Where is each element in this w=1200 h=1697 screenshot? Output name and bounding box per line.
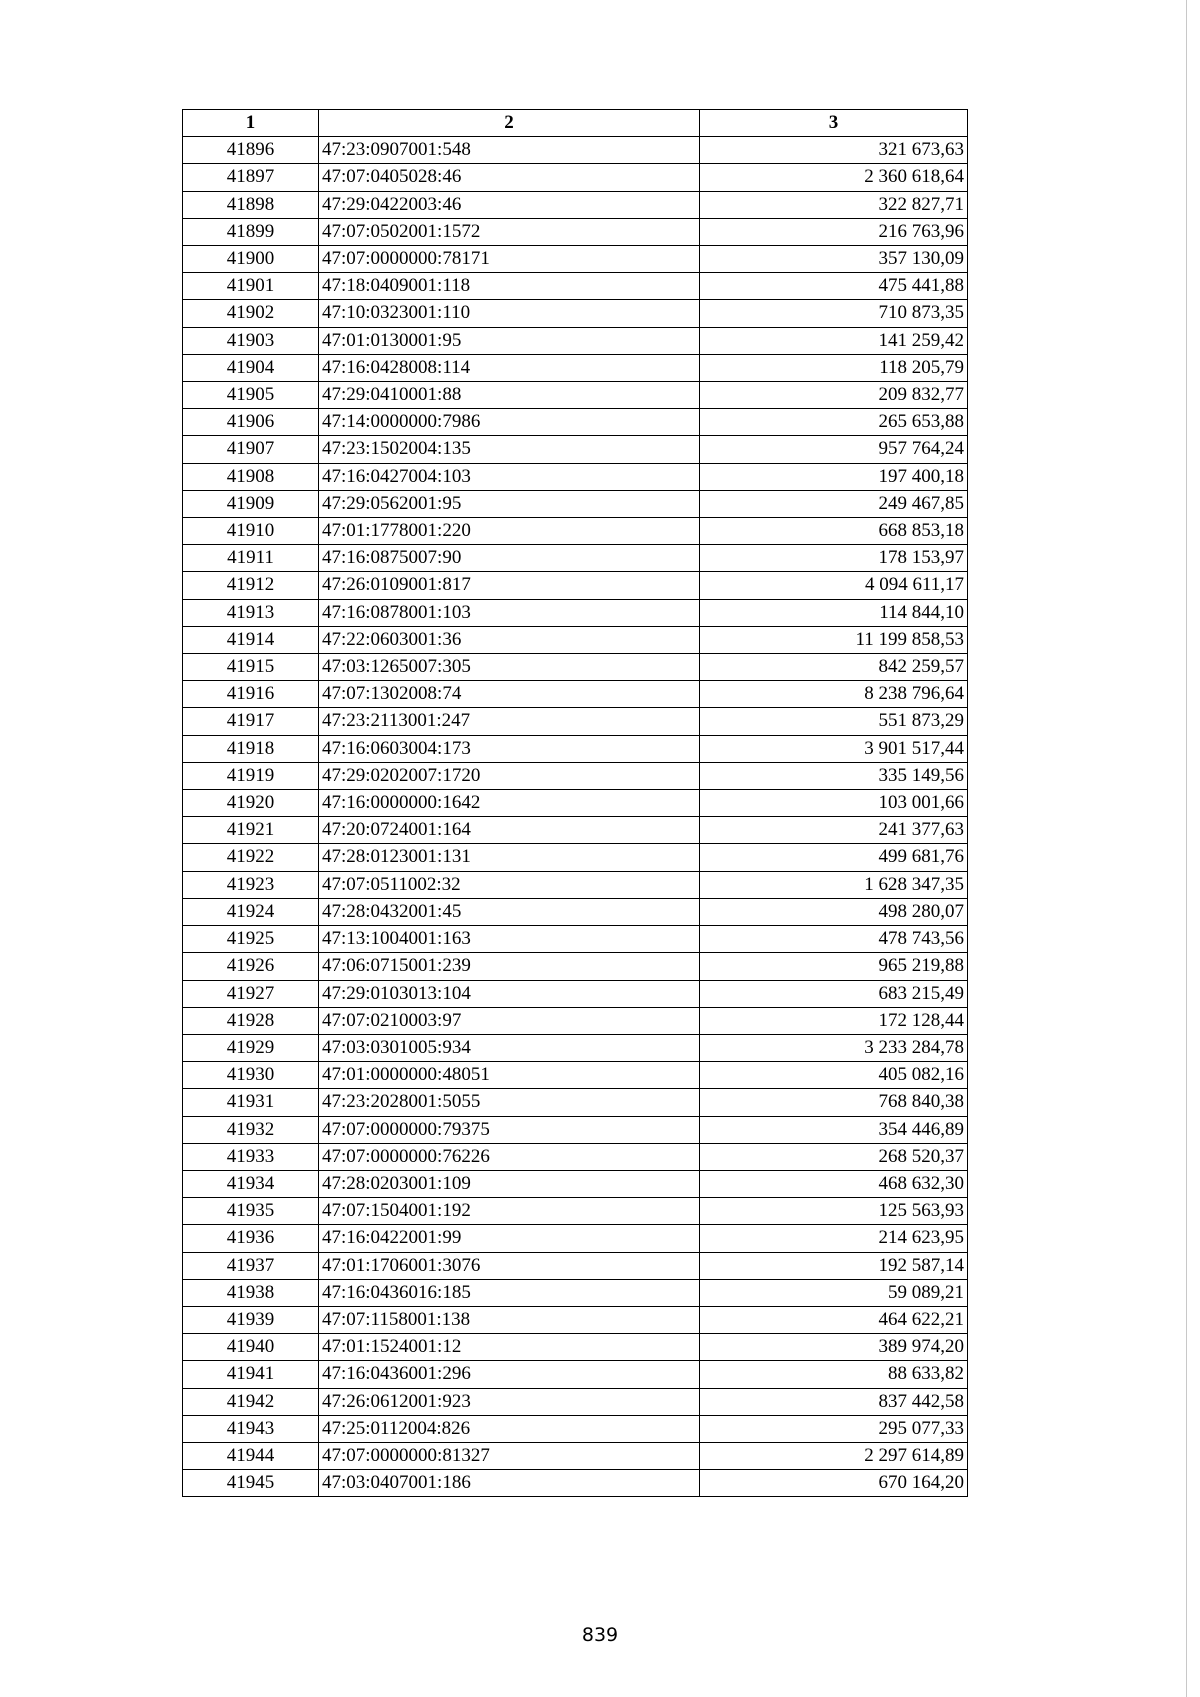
page-edge-line xyxy=(1186,0,1187,1697)
table-row xyxy=(183,1334,968,1361)
cadastral-number-cell: 47:29:0562001:95 xyxy=(319,490,700,517)
row-number-cell: 41908 xyxy=(183,463,319,490)
cadastral-number-cell: 47:16:0000000:1642 xyxy=(319,790,700,817)
cadastral-number-cell: 47:29:0202007:1720 xyxy=(319,762,700,789)
value-cell: 2 360 618,64 xyxy=(700,164,968,191)
table-row xyxy=(183,844,968,871)
row-number-cell: 41897 xyxy=(183,164,319,191)
row-number-cell: 41927 xyxy=(183,980,319,1007)
value-cell: 295 077,33 xyxy=(700,1415,968,1442)
cadastral-number-cell: 47:07:0000000:76226 xyxy=(319,1143,700,1170)
row-number-cell: 41936 xyxy=(183,1225,319,1252)
table-row xyxy=(183,708,968,735)
table-row xyxy=(183,654,968,681)
cadastral-number-cell: 47:16:0428008:114 xyxy=(319,354,700,381)
value-cell: 2 297 614,89 xyxy=(700,1442,968,1469)
table-row xyxy=(183,1143,968,1170)
table-row xyxy=(183,327,968,354)
row-number-cell: 41929 xyxy=(183,1034,319,1061)
table-row xyxy=(183,871,968,898)
value-cell: 209 832,77 xyxy=(700,382,968,409)
table-row xyxy=(183,382,968,409)
row-number-cell: 41939 xyxy=(183,1306,319,1333)
table-row xyxy=(183,218,968,245)
cadastral-number-cell: 47:01:0000000:48051 xyxy=(319,1062,700,1089)
value-cell: 710 873,35 xyxy=(700,300,968,327)
row-number-cell: 41919 xyxy=(183,762,319,789)
table-row xyxy=(183,409,968,436)
table-row xyxy=(183,1252,968,1279)
table-row xyxy=(183,463,968,490)
value-cell: 249 467,85 xyxy=(700,490,968,517)
table-row xyxy=(183,681,968,708)
cadastral-number-cell: 47:14:0000000:7986 xyxy=(319,409,700,436)
row-number-cell: 41910 xyxy=(183,518,319,545)
cadastral-number-cell: 47:01:1524001:12 xyxy=(319,1334,700,1361)
row-number-cell: 41925 xyxy=(183,926,319,953)
value-cell: 668 853,18 xyxy=(700,518,968,545)
row-number-cell: 41937 xyxy=(183,1252,319,1279)
value-cell: 499 681,76 xyxy=(700,844,968,871)
value-cell: 475 441,88 xyxy=(700,273,968,300)
value-cell: 468 632,30 xyxy=(700,1170,968,1197)
cadastral-number-cell: 47:28:0123001:131 xyxy=(319,844,700,871)
row-number-cell: 41896 xyxy=(183,137,319,164)
row-number-cell: 41906 xyxy=(183,409,319,436)
value-cell: 114 844,10 xyxy=(700,599,968,626)
cadastral-number-cell: 47:07:1504001:192 xyxy=(319,1198,700,1225)
cadastral-number-cell: 47:22:0603001:36 xyxy=(319,626,700,653)
cadastral-number-cell: 47:07:1158001:138 xyxy=(319,1306,700,1333)
row-number-cell: 41923 xyxy=(183,871,319,898)
cadastral-number-cell: 47:16:0422001:99 xyxy=(319,1225,700,1252)
table-row xyxy=(183,1470,968,1497)
value-cell: 842 259,57 xyxy=(700,654,968,681)
value-cell: 322 827,71 xyxy=(700,191,968,218)
table-row xyxy=(183,300,968,327)
row-number-cell: 41941 xyxy=(183,1361,319,1388)
cadastral-number-cell: 47:07:0000000:78171 xyxy=(319,246,700,273)
table-row xyxy=(183,518,968,545)
row-number-cell: 41940 xyxy=(183,1334,319,1361)
value-cell: 125 563,93 xyxy=(700,1198,968,1225)
value-cell: 216 763,96 xyxy=(700,218,968,245)
row-number-cell: 41900 xyxy=(183,246,319,273)
row-number-cell: 41909 xyxy=(183,490,319,517)
row-number-cell: 41944 xyxy=(183,1442,319,1469)
cadastral-number-cell: 47:07:0000000:79375 xyxy=(319,1116,700,1143)
row-number-cell: 41938 xyxy=(183,1279,319,1306)
value-cell: 141 259,42 xyxy=(700,327,968,354)
table-row xyxy=(183,1306,968,1333)
cadastral-number-cell: 47:10:0323001:110 xyxy=(319,300,700,327)
value-cell: 59 089,21 xyxy=(700,1279,968,1306)
table-row xyxy=(183,191,968,218)
row-number-cell: 41933 xyxy=(183,1143,319,1170)
table-row xyxy=(183,599,968,626)
row-number-cell: 41916 xyxy=(183,681,319,708)
cadastral-number-cell: 47:16:0436016:185 xyxy=(319,1279,700,1306)
value-cell: 357 130,09 xyxy=(700,246,968,273)
cadastral-number-cell: 47:23:2113001:247 xyxy=(319,708,700,735)
value-cell: 11 199 858,53 xyxy=(700,626,968,653)
value-cell: 88 633,82 xyxy=(700,1361,968,1388)
table-row xyxy=(183,1442,968,1469)
row-number-cell: 41945 xyxy=(183,1470,319,1497)
table-row xyxy=(183,1089,968,1116)
row-number-cell: 41901 xyxy=(183,273,319,300)
value-cell: 241 377,63 xyxy=(700,817,968,844)
table-row xyxy=(183,817,968,844)
value-cell: 265 653,88 xyxy=(700,409,968,436)
cadastral-number-cell: 47:16:0875007:90 xyxy=(319,545,700,572)
value-cell: 335 149,56 xyxy=(700,762,968,789)
value-cell: 768 840,38 xyxy=(700,1089,968,1116)
row-number-cell: 41899 xyxy=(183,218,319,245)
row-number-cell: 41902 xyxy=(183,300,319,327)
table-row xyxy=(183,1225,968,1252)
table-row xyxy=(183,246,968,273)
value-cell: 172 128,44 xyxy=(700,1007,968,1034)
cadastral-number-cell: 47:07:0210003:97 xyxy=(319,1007,700,1034)
row-number-cell: 41914 xyxy=(183,626,319,653)
table-row xyxy=(183,1279,968,1306)
row-number-cell: 41935 xyxy=(183,1198,319,1225)
row-number-cell: 41943 xyxy=(183,1415,319,1442)
value-cell: 4 094 611,17 xyxy=(700,572,968,599)
value-cell: 478 743,56 xyxy=(700,926,968,953)
row-number-cell: 41903 xyxy=(183,327,319,354)
cadastral-number-cell: 47:23:0907001:548 xyxy=(319,137,700,164)
value-cell: 464 622,21 xyxy=(700,1306,968,1333)
value-cell: 1 628 347,35 xyxy=(700,871,968,898)
cadastral-number-cell: 47:16:0427004:103 xyxy=(319,463,700,490)
table-body xyxy=(183,137,968,1497)
row-number-cell: 41928 xyxy=(183,1007,319,1034)
cadastral-number-cell: 47:01:1778001:220 xyxy=(319,518,700,545)
cadastral-number-cell: 47:16:0878001:103 xyxy=(319,599,700,626)
value-cell: 197 400,18 xyxy=(700,463,968,490)
row-number-cell: 41921 xyxy=(183,817,319,844)
table-container xyxy=(182,109,968,1497)
header-col-1: 1 xyxy=(183,110,319,137)
table-row xyxy=(183,572,968,599)
value-cell: 965 219,88 xyxy=(700,953,968,980)
cadastral-number-cell: 47:03:0301005:934 xyxy=(319,1034,700,1061)
cadastral-number-cell: 47:01:0130001:95 xyxy=(319,327,700,354)
cadastral-number-cell: 47:26:0612001:923 xyxy=(319,1388,700,1415)
table-row xyxy=(183,137,968,164)
value-cell: 268 520,37 xyxy=(700,1143,968,1170)
cadastral-number-cell: 47:26:0109001:817 xyxy=(319,572,700,599)
row-number-cell: 41912 xyxy=(183,572,319,599)
row-number-cell: 41934 xyxy=(183,1170,319,1197)
cadastral-number-cell: 47:29:0103013:104 xyxy=(319,980,700,1007)
row-number-cell: 41922 xyxy=(183,844,319,871)
cadastral-number-cell: 47:25:0112004:826 xyxy=(319,1415,700,1442)
table-row xyxy=(183,164,968,191)
table-row xyxy=(183,735,968,762)
table-row xyxy=(183,1388,968,1415)
header-col-3: 3 xyxy=(700,110,968,137)
row-number-cell: 41930 xyxy=(183,1062,319,1089)
table-row xyxy=(183,1415,968,1442)
value-cell: 405 082,16 xyxy=(700,1062,968,1089)
table-row xyxy=(183,762,968,789)
value-cell: 3 233 284,78 xyxy=(700,1034,968,1061)
value-cell: 498 280,07 xyxy=(700,898,968,925)
row-number-cell: 41911 xyxy=(183,545,319,572)
table-row xyxy=(183,545,968,572)
row-number-cell: 41915 xyxy=(183,654,319,681)
cadastral-number-cell: 47:03:1265007:305 xyxy=(319,654,700,681)
row-number-cell: 41920 xyxy=(183,790,319,817)
value-cell: 214 623,95 xyxy=(700,1225,968,1252)
table-header xyxy=(183,110,968,137)
cadastral-value-table xyxy=(182,109,968,1497)
cadastral-number-cell: 47:16:0603004:173 xyxy=(319,735,700,762)
value-cell: 178 153,97 xyxy=(700,545,968,572)
cadastral-number-cell: 47:28:0203001:109 xyxy=(319,1170,700,1197)
cadastral-number-cell: 47:07:0000000:81327 xyxy=(319,1442,700,1469)
value-cell: 837 442,58 xyxy=(700,1388,968,1415)
page-number: 839 xyxy=(581,1624,619,1646)
cadastral-number-cell: 47:06:0715001:239 xyxy=(319,953,700,980)
value-cell: 321 673,63 xyxy=(700,137,968,164)
cadastral-number-cell: 47:23:2028001:5055 xyxy=(319,1089,700,1116)
cadastral-number-cell: 47:07:0511002:32 xyxy=(319,871,700,898)
table-row xyxy=(183,1062,968,1089)
value-cell: 551 873,29 xyxy=(700,708,968,735)
row-number-cell: 41898 xyxy=(183,191,319,218)
table-row xyxy=(183,1361,968,1388)
table-row xyxy=(183,1007,968,1034)
row-number-cell: 41918 xyxy=(183,735,319,762)
table-row xyxy=(183,1198,968,1225)
table-row xyxy=(183,790,968,817)
cadastral-number-cell: 47:07:0405028:46 xyxy=(319,164,700,191)
row-number-cell: 41905 xyxy=(183,382,319,409)
value-cell: 118 205,79 xyxy=(700,354,968,381)
cadastral-number-cell: 47:07:0502001:1572 xyxy=(319,218,700,245)
value-cell: 957 764,24 xyxy=(700,436,968,463)
table-row xyxy=(183,1170,968,1197)
header-row xyxy=(183,110,968,137)
row-number-cell: 41913 xyxy=(183,599,319,626)
value-cell: 103 001,66 xyxy=(700,790,968,817)
cadastral-number-cell: 47:18:0409001:118 xyxy=(319,273,700,300)
cadastral-number-cell: 47:29:0410001:88 xyxy=(319,382,700,409)
value-cell: 389 974,20 xyxy=(700,1334,968,1361)
table-row xyxy=(183,898,968,925)
cadastral-number-cell: 47:28:0432001:45 xyxy=(319,898,700,925)
table-row xyxy=(183,436,968,463)
value-cell: 3 901 517,44 xyxy=(700,735,968,762)
table-row xyxy=(183,926,968,953)
row-number-cell: 41931 xyxy=(183,1089,319,1116)
table-row xyxy=(183,1116,968,1143)
row-number-cell: 41926 xyxy=(183,953,319,980)
row-number-cell: 41932 xyxy=(183,1116,319,1143)
row-number-cell: 41924 xyxy=(183,898,319,925)
table-row xyxy=(183,626,968,653)
table-row xyxy=(183,273,968,300)
cadastral-number-cell: 47:03:0407001:186 xyxy=(319,1470,700,1497)
table-row xyxy=(183,980,968,1007)
row-number-cell: 41917 xyxy=(183,708,319,735)
cadastral-number-cell: 47:23:1502004:135 xyxy=(319,436,700,463)
row-number-cell: 41907 xyxy=(183,436,319,463)
value-cell: 683 215,49 xyxy=(700,980,968,1007)
value-cell: 670 164,20 xyxy=(700,1470,968,1497)
table-row xyxy=(183,490,968,517)
cadastral-number-cell: 47:01:1706001:3076 xyxy=(319,1252,700,1279)
cadastral-number-cell: 47:29:0422003:46 xyxy=(319,191,700,218)
cadastral-number-cell: 47:07:1302008:74 xyxy=(319,681,700,708)
cadastral-number-cell: 47:16:0436001:296 xyxy=(319,1361,700,1388)
table-row xyxy=(183,953,968,980)
table-row xyxy=(183,354,968,381)
row-number-cell: 41942 xyxy=(183,1388,319,1415)
cadastral-number-cell: 47:13:1004001:163 xyxy=(319,926,700,953)
header-col-2: 2 xyxy=(319,110,700,137)
value-cell: 354 446,89 xyxy=(700,1116,968,1143)
table-row xyxy=(183,1034,968,1061)
value-cell: 8 238 796,64 xyxy=(700,681,968,708)
value-cell: 192 587,14 xyxy=(700,1252,968,1279)
row-number-cell: 41904 xyxy=(183,354,319,381)
cadastral-number-cell: 47:20:0724001:164 xyxy=(319,817,700,844)
